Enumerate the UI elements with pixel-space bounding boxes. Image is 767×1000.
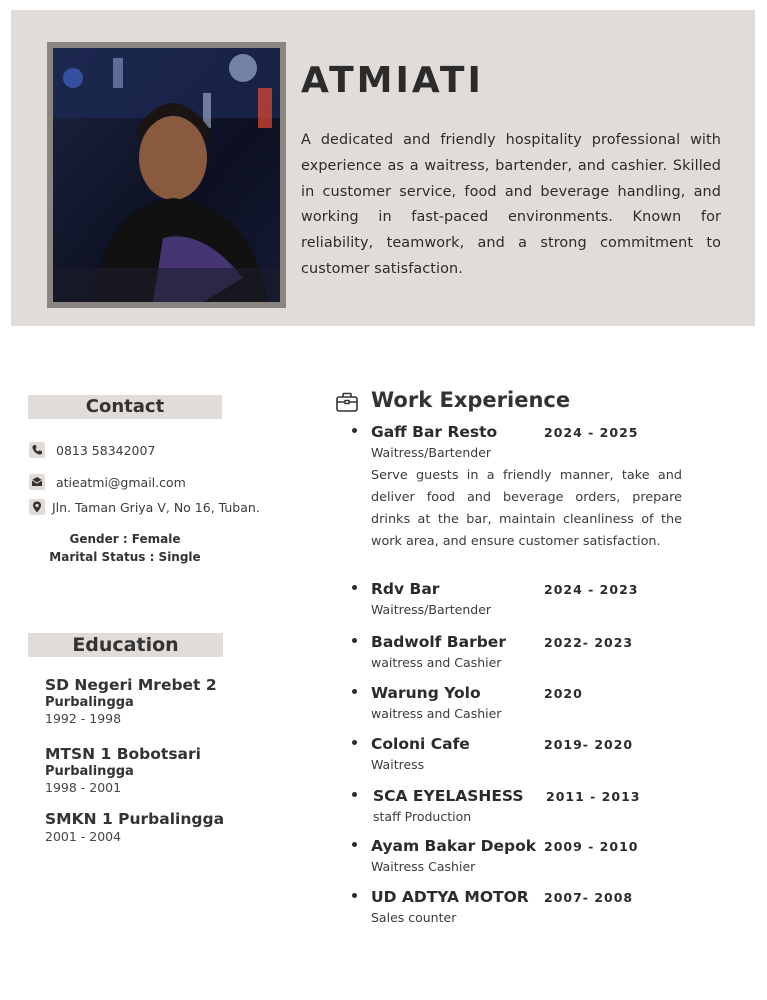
marital-status-text: Marital Status : Single: [49, 550, 201, 564]
job-years: 2024 - 2023: [544, 582, 639, 597]
job-years: 2024 - 2025: [544, 425, 639, 440]
education-item: [45, 810, 224, 844]
mail-icon: [28, 473, 46, 491]
job-company: Ayam Bakar Depok: [371, 837, 537, 855]
job-item: [352, 580, 692, 620]
education-school: MTSN 1 Bobotsari: [45, 745, 201, 763]
job-company: UD ADTYA MOTOR: [371, 888, 529, 906]
contact-section-label: Contact: [28, 395, 222, 419]
address-text: Jln. Taman Griya V, No 16, Tuban.: [52, 499, 260, 515]
education-city: Purbalingga: [45, 695, 134, 710]
bullet: [352, 638, 357, 643]
job-description: Serve guests in a friendly manner, take and deliver food and beverage orders, prepare drinks at the bar, maintain cleanliness of the work area, and ensure customer satisfaction.: [371, 468, 682, 549]
job-item: [352, 735, 692, 775]
job-role: Waitress Cashier: [371, 859, 476, 874]
education-school: SMKN 1 Purbalingga: [45, 810, 225, 828]
education-years: 1992 - 1998: [45, 711, 122, 726]
job-company: Gaff Bar Resto: [371, 423, 498, 441]
job-years: 2007- 2008: [544, 890, 634, 905]
education-city: Purbalingga: [45, 764, 134, 779]
job-years: 2009 - 2010: [544, 839, 639, 854]
bullet: [352, 428, 357, 433]
profile-photo: [53, 48, 280, 302]
job-item: [352, 684, 692, 724]
job-role: waitress and Cashier: [371, 655, 502, 670]
job-item: [352, 423, 692, 553]
bullet: [352, 585, 357, 590]
gender-text: Gender : Female: [69, 532, 181, 546]
job-item: [352, 888, 692, 928]
profile-summary: A dedicated and friendly hospitality professional with experience as a waitress, bartender, and cashier. Skilled in customer service, food and beverage handling, and working in fast-paced environments. Known for reliability, teamwork, and a strong commitment to customer satisfaction.: [301, 132, 721, 277]
job-company: Badwolf Barber: [371, 633, 506, 651]
bullet: [352, 740, 357, 745]
job-company: Warung Yolo: [371, 684, 481, 702]
education-years: 2001 - 2004: [45, 829, 122, 844]
contact-address: [28, 498, 260, 516]
education-item: [45, 745, 201, 795]
location-pin-icon: [28, 498, 46, 516]
job-years: 2011 - 2013: [546, 789, 641, 804]
job-item: [352, 787, 692, 827]
job-company: SCA EYELASHESS: [373, 787, 524, 805]
job-role: staff Production: [373, 809, 472, 824]
job-role: Waitress: [371, 757, 425, 772]
education-years: 1998 - 2001: [45, 780, 122, 795]
job-role: Waitress/Bartender: [371, 602, 492, 617]
phone-text: 0813 58342007: [56, 442, 156, 458]
candidate-name: ATMIATI: [301, 60, 484, 101]
job-company: Coloni Cafe: [371, 735, 470, 753]
profile-photo-frame: [47, 42, 286, 308]
job-role: Sales counter: [371, 910, 457, 925]
education-section-label: Education: [28, 633, 223, 657]
briefcase-icon: [335, 390, 359, 414]
job-years: 2020: [544, 686, 583, 701]
job-item: [352, 837, 692, 877]
bullet: [352, 842, 357, 847]
education-school: SD Negeri Mrebet 2: [45, 676, 217, 694]
job-role: Waitress/Bartender: [371, 445, 492, 460]
bullet: [352, 792, 357, 797]
job-role: waitress and Cashier: [371, 706, 502, 721]
job-company: Rdv Bar: [371, 580, 440, 598]
work-experience-title: Work Experience: [371, 388, 571, 412]
email-text: atieatmi@gmail.com: [56, 474, 186, 490]
phone-icon: [28, 441, 46, 459]
contact-email: [28, 473, 186, 491]
job-years: 2022- 2023: [544, 635, 634, 650]
education-item: [45, 676, 217, 726]
job-item: [352, 633, 692, 673]
job-years: 2019- 2020: [544, 737, 634, 752]
bullet: [352, 893, 357, 898]
bullet: [352, 689, 357, 694]
contact-phone: [28, 441, 155, 459]
